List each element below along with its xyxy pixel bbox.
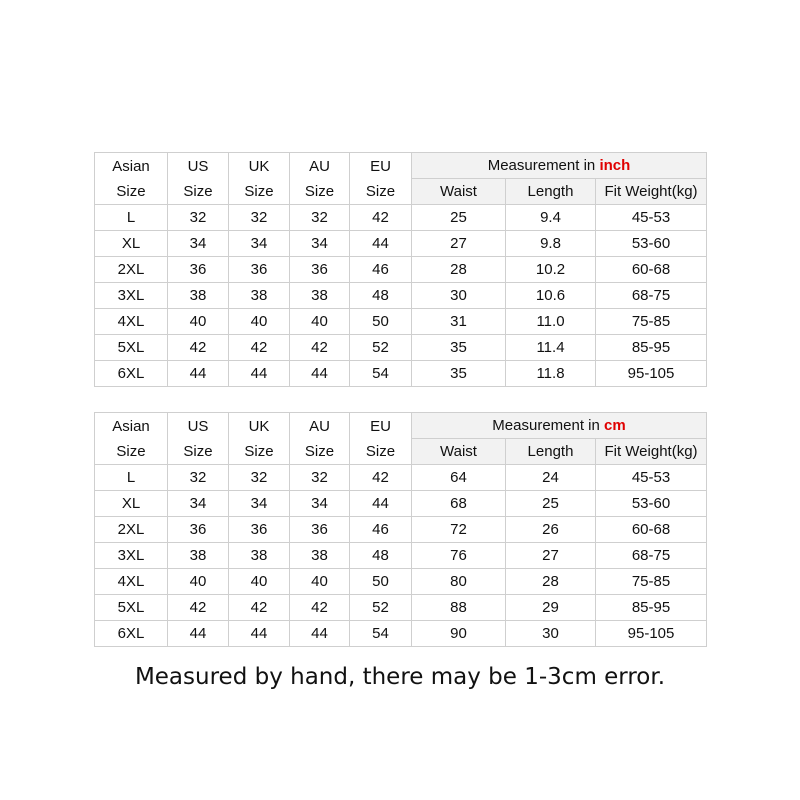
cell-fit-weight: 85-95 [596, 335, 707, 361]
cell-uk-size: 40 [229, 569, 290, 595]
header-length: Length [506, 179, 596, 205]
measurement-disclaimer: Measured by hand, there may be 1-3cm error. [134, 664, 666, 690]
cell-waist: 80 [412, 569, 506, 595]
cell-length: 11.4 [506, 335, 596, 361]
cell-length: 26 [506, 517, 596, 543]
cell-uk-size: 44 [229, 361, 290, 387]
cell-asian-size: 5XL [95, 335, 168, 361]
cell-au-size: 34 [290, 231, 350, 257]
cell-asian-size: XL [95, 491, 168, 517]
cell-uk-size: 36 [229, 517, 290, 543]
cell-asian-size: 3XL [95, 283, 168, 309]
cell-us-size: 42 [168, 335, 229, 361]
cell-asian-size: 6XL [95, 361, 168, 387]
cell-asian-size: 3XL [95, 543, 168, 569]
cell-us-size: 32 [168, 205, 229, 231]
header-uk-size: UK Size [229, 413, 290, 465]
table-row [95, 595, 707, 621]
cell-fit-weight: 68-75 [596, 543, 707, 569]
cell-asian-size: 4XL [95, 569, 168, 595]
cell-uk-size: 34 [229, 491, 290, 517]
table-row [95, 231, 707, 257]
cell-uk-size: 32 [229, 205, 290, 231]
cell-uk-size: 42 [229, 595, 290, 621]
cell-fit-weight: 45-53 [596, 465, 707, 491]
cell-au-size: 40 [290, 309, 350, 335]
cell-eu-size: 48 [350, 283, 412, 309]
cell-eu-size: 54 [350, 361, 412, 387]
cell-waist: 68 [412, 491, 506, 517]
cell-us-size: 36 [168, 517, 229, 543]
cell-waist: 88 [412, 595, 506, 621]
cell-au-size: 40 [290, 569, 350, 595]
header-length: Length [506, 439, 596, 465]
cell-waist: 30 [412, 283, 506, 309]
cell-fit-weight: 95-105 [596, 361, 707, 387]
header-measurement-inch: Measurement in inch [412, 153, 707, 179]
cell-fit-weight: 85-95 [596, 595, 707, 621]
cell-eu-size: 48 [350, 543, 412, 569]
table-row [95, 491, 707, 517]
cell-us-size: 40 [168, 569, 229, 595]
table-row [95, 205, 707, 231]
cell-eu-size: 46 [350, 517, 412, 543]
cell-eu-size: 42 [350, 465, 412, 491]
cell-eu-size: 44 [350, 231, 412, 257]
header-us-size: US Size [168, 413, 229, 465]
header-fit-weight: Fit Weight(kg) [596, 439, 707, 465]
header-eu-size: EU Size [350, 153, 412, 205]
cell-waist: 28 [412, 257, 506, 283]
cell-waist: 25 [412, 205, 506, 231]
cell-length: 10.2 [506, 257, 596, 283]
cell-waist: 64 [412, 465, 506, 491]
table-row [95, 517, 707, 543]
cell-au-size: 32 [290, 205, 350, 231]
size-table-inch [94, 152, 707, 387]
table-row [95, 335, 707, 361]
cell-eu-size: 50 [350, 309, 412, 335]
cell-waist: 35 [412, 361, 506, 387]
cell-au-size: 32 [290, 465, 350, 491]
cell-eu-size: 52 [350, 595, 412, 621]
cell-asian-size: L [95, 465, 168, 491]
size-table-cm [94, 412, 707, 647]
cell-fit-weight: 95-105 [596, 621, 707, 647]
cell-eu-size: 54 [350, 621, 412, 647]
unit-label-inch: inch [599, 157, 631, 174]
cell-uk-size: 42 [229, 335, 290, 361]
table-row [95, 361, 707, 387]
cell-au-size: 36 [290, 257, 350, 283]
cell-fit-weight: 45-53 [596, 205, 707, 231]
cell-uk-size: 38 [229, 543, 290, 569]
header-uk-size: UK Size [229, 153, 290, 205]
table-row [95, 621, 707, 647]
cell-asian-size: 5XL [95, 595, 168, 621]
unit-label-cm: cm [604, 417, 626, 434]
table-row [95, 543, 707, 569]
cell-waist: 76 [412, 543, 506, 569]
cell-asian-size: 6XL [95, 621, 168, 647]
cell-eu-size: 52 [350, 335, 412, 361]
header-fit-weight: Fit Weight(kg) [596, 179, 707, 205]
cell-fit-weight: 68-75 [596, 283, 707, 309]
cell-asian-size: 2XL [95, 517, 168, 543]
cell-us-size: 36 [168, 257, 229, 283]
cell-length: 10.6 [506, 283, 596, 309]
table-row [95, 283, 707, 309]
header-measurement-cm: Measurement in cm [412, 413, 707, 439]
cell-waist: 35 [412, 335, 506, 361]
cell-eu-size: 46 [350, 257, 412, 283]
cell-fit-weight: 60-68 [596, 257, 707, 283]
cell-length: 29 [506, 595, 596, 621]
cell-asian-size: L [95, 205, 168, 231]
cell-eu-size: 42 [350, 205, 412, 231]
cell-us-size: 44 [168, 361, 229, 387]
cell-au-size: 38 [290, 283, 350, 309]
cell-length: 25 [506, 491, 596, 517]
cell-us-size: 44 [168, 621, 229, 647]
header-waist: Waist [412, 179, 506, 205]
cell-waist: 31 [412, 309, 506, 335]
header-asian-size: Asian Size [95, 413, 168, 465]
cell-uk-size: 38 [229, 283, 290, 309]
header-waist: Waist [412, 439, 506, 465]
cell-length: 27 [506, 543, 596, 569]
cell-length: 28 [506, 569, 596, 595]
cell-fit-weight: 53-60 [596, 491, 707, 517]
cell-waist: 72 [412, 517, 506, 543]
cell-length: 30 [506, 621, 596, 647]
cell-eu-size: 50 [350, 569, 412, 595]
cell-fit-weight: 75-85 [596, 569, 707, 595]
cell-uk-size: 40 [229, 309, 290, 335]
cell-au-size: 38 [290, 543, 350, 569]
cell-uk-size: 36 [229, 257, 290, 283]
cell-waist: 27 [412, 231, 506, 257]
header-us-size: US Size [168, 153, 229, 205]
cell-us-size: 42 [168, 595, 229, 621]
cell-uk-size: 44 [229, 621, 290, 647]
cell-us-size: 34 [168, 491, 229, 517]
cell-length: 11.8 [506, 361, 596, 387]
cell-fit-weight: 53-60 [596, 231, 707, 257]
cell-waist: 90 [412, 621, 506, 647]
cell-asian-size: XL [95, 231, 168, 257]
cell-fit-weight: 60-68 [596, 517, 707, 543]
header-au-size: AU Size [290, 153, 350, 205]
table-row [95, 309, 707, 335]
cell-us-size: 40 [168, 309, 229, 335]
cell-eu-size: 44 [350, 491, 412, 517]
table-row [95, 465, 707, 491]
table-row [95, 569, 707, 595]
cell-us-size: 34 [168, 231, 229, 257]
cell-uk-size: 32 [229, 465, 290, 491]
cell-asian-size: 2XL [95, 257, 168, 283]
cell-au-size: 44 [290, 361, 350, 387]
cell-us-size: 38 [168, 283, 229, 309]
cell-length: 24 [506, 465, 596, 491]
cell-au-size: 44 [290, 621, 350, 647]
cell-uk-size: 34 [229, 231, 290, 257]
cell-us-size: 38 [168, 543, 229, 569]
cell-fit-weight: 75-85 [596, 309, 707, 335]
cell-length: 9.4 [506, 205, 596, 231]
cell-length: 9.8 [506, 231, 596, 257]
cell-us-size: 32 [168, 465, 229, 491]
cell-au-size: 36 [290, 517, 350, 543]
cell-au-size: 42 [290, 595, 350, 621]
table-row [95, 257, 707, 283]
cell-au-size: 34 [290, 491, 350, 517]
cell-length: 11.0 [506, 309, 596, 335]
cell-au-size: 42 [290, 335, 350, 361]
header-eu-size: EU Size [350, 413, 412, 465]
header-au-size: AU Size [290, 413, 350, 465]
header-asian-size: Asian Size [95, 153, 168, 205]
cell-asian-size: 4XL [95, 309, 168, 335]
